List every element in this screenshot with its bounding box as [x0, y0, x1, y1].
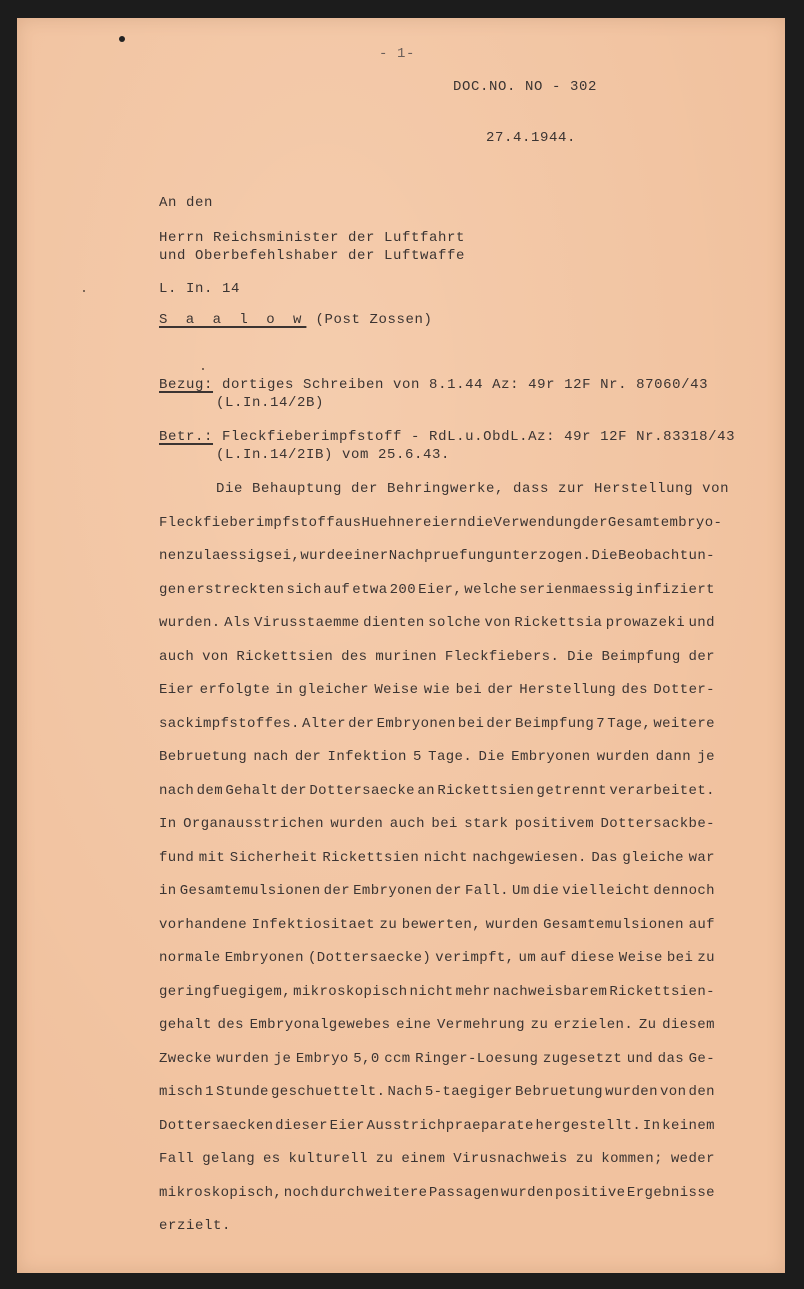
page-marker: - 1-: [379, 46, 416, 62]
betr-sub: (L.In.14/2IB) vom 25.6.43.: [216, 447, 451, 463]
body-line: normale Embryonen (Dottersaecke) verimpft, um auf diese Weise bei zu: [159, 950, 715, 966]
body-line: Bebruetung nach der Infektion 5 Tage. Die Embryonen wurden dann je: [159, 749, 715, 765]
betr-line: [159, 429, 735, 445]
body-line: Fall gelang es kulturell zu einem Virusnachweis zu kommen; weder: [159, 1151, 715, 1167]
body-line: Zwecke wurden je Embryo 5,0 ccm Ringer-Loesung zugesetzt und das Ge-: [159, 1050, 715, 1067]
body-line: in Gesamtemulsionen der Embryonen der Fall. Um die vielleicht dennoch: [159, 883, 715, 899]
body-line: fund mit Sicherheit Rickettsien nicht nachgewiesen. Das gleiche war: [159, 849, 715, 866]
paper-speck: [202, 368, 204, 370]
bezug-sub: (L.In.14/2B): [216, 395, 325, 411]
body-line: mikroskopisch, noch durch weitere Passagen wurden positive Ergebnisse: [159, 1184, 715, 1201]
body-line: auch von Rickettsien des murinen Fleckfiebers. Die Beimpfung der: [159, 648, 715, 665]
recipient-place-note: (Post Zossen): [315, 312, 433, 328]
body-line: In Organausstrichen wurden auch bei stark positivem Dottersackbe-: [159, 816, 715, 832]
bezug-text: dortiges Schreiben von 8.1.44 Az: 49r 12F Nr. 87060/43: [222, 377, 709, 393]
body-line: misch 1 Stunde geschuettelt. Nach 5-taegiger Bebruetung wurden von den: [159, 1084, 715, 1100]
body-line: erzielt.: [159, 1218, 232, 1234]
body-line: gehalt des Embryonalgewebes eine Vermehrung zu erzielen. Zu diesem: [159, 1017, 715, 1033]
recipient-salutation: An den: [159, 195, 214, 211]
body-line: geringfuegigem, mikroskopisch nicht mehr nachweisbarem Rickettsien-: [159, 983, 715, 1000]
body-line: gen erstreckten sich auf etwa 200 Eier, welche serienmaessig infiziert: [159, 581, 715, 598]
ink-spot: [119, 36, 125, 42]
recipient-line-1: Herrn Reichsminister der Luftfahrt: [159, 230, 466, 246]
betr-text: Fleckfieberimpfstoff - RdL.u.ObdL.Az: 49r 12F Nr.83318/43: [222, 429, 736, 445]
betr-label: Betr.:: [159, 429, 214, 445]
document-page: [17, 18, 785, 1273]
body-line: Die Behauptung der Behringwerke, dass zur Herstellung von: [216, 481, 730, 497]
body-line: wurden. Als Virusstaemme dienten solche von Rickettsia prowazeki und: [159, 615, 715, 631]
body-line: vorhandene Infektiositaet zu bewerten, wurden Gesamtemulsionen auf: [159, 916, 715, 933]
body-line: nach dem Gehalt der Dottersaecke an Rickettsien getrennt verarbeitet.: [159, 782, 715, 799]
body-line: Eier erfolgte in gleicher Weise wie bei der Herstellung des Dotter-: [159, 682, 715, 698]
recipient-line-2: und Oberbefehlshaber der Luftwaffe: [159, 248, 466, 264]
body-line: Fleckfieberimpfstoff aus Huehnereiern die Verwendung der Gesamtembryo-: [159, 514, 723, 531]
body-line: Dottersaecken dieser Eier Ausstrichpraeparate hergestellt. In keinem: [159, 1117, 715, 1134]
paper-speck: [83, 290, 85, 292]
recipient-place-line: [159, 312, 432, 328]
recipient-place: S a a l o w: [159, 312, 307, 328]
bezug-line: [159, 377, 708, 393]
bezug-label: Bezug:: [159, 377, 214, 393]
letter-date: 27.4.1944.: [486, 130, 577, 146]
body-line: sackimpfstoffes. Alter der Embryonen bei der Beimpfung 7 Tage, weitere: [159, 715, 715, 732]
doc-number: DOC.NO. NO - 302: [453, 79, 598, 95]
recipient-office: L. In. 14: [159, 281, 241, 297]
body-line: nen zulaessig sei, wurde einer Nachpruefung unterzogen. Die Beobachtun-: [159, 548, 715, 564]
